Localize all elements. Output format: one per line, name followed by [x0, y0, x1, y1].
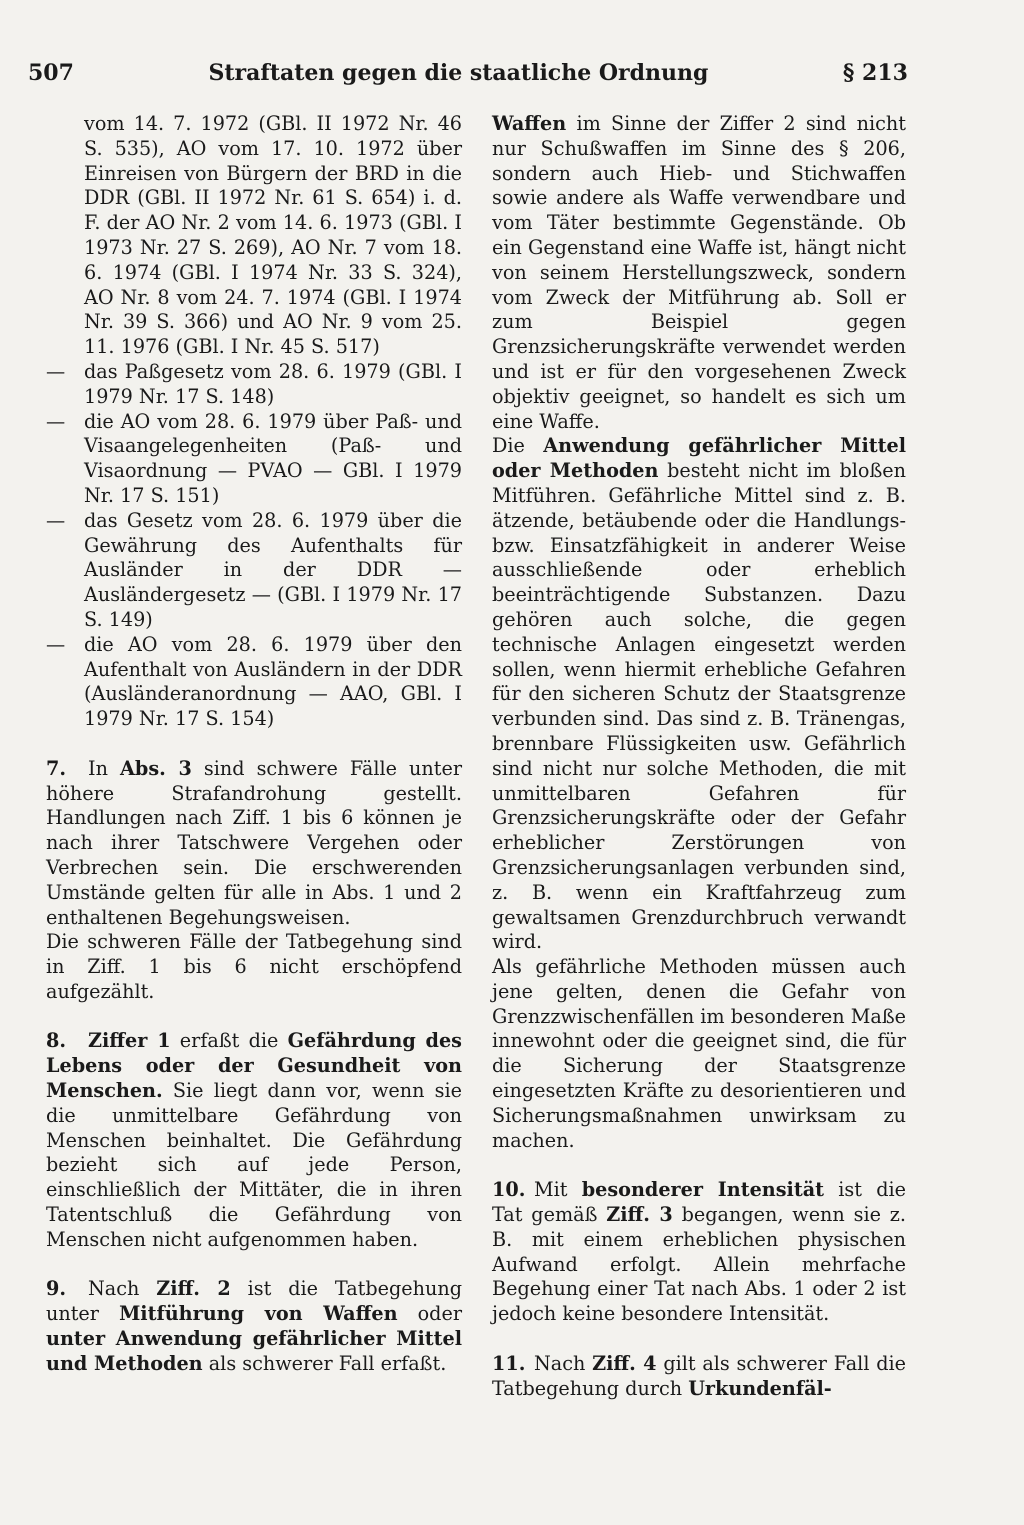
paragraph-7: 7. In Abs. 3 sind schwere Fälle unter höhere Strafandrohung gestellt. Handlungen nach Ziff. 1 bis 6 können je nach ihrer Tatschwere Vergehen oder Verbrechen sein. Die erschwerenden Umstände gelten für alle in Abs. 1 und 2 enthaltenen Begehungsweisen.	[46, 756, 462, 929]
paragraph-8: 8. Ziffer 1 erfaßt die Gefährdung des Lebens oder der Gesundheit von Menschen. Sie liegt dann vor, wenn sie die unmittelbare Gefährdung von Menschen beinhaltet. Die Gefährdung bezieht sich auf jede Person, einschließlich der Mittäter, die in ihren Tatentschluß die Gefährdung von Menschen nicht aufgenommen haben.	[46, 1029, 462, 1251]
right-column	[492, 112, 906, 1401]
paragraph-waffen: Waffen im Sinne der Ziffer 2 sind nicht nur Schußwaffen im Sinne des § 206, sondern auch Hieb- und Stichwaffen sowie andere als Waffe verwendbare und vom Täter bestimmte Gegenstände. Ob ein Gegenstand eine Waffe ist, hängt nicht von seinem Herstellungszweck, sondern vom Zweck der Mitführung ab. Soll er zum Beispiel gegen Grenzsicherungskräfte verwendet werden und ist er für den vorgesehenen Zweck objektiv geeignet, so handelt es sich um eine Waffe.	[492, 112, 906, 433]
list-item: — das Paßgesetz vom 28. 6. 1979 (GBl. I 1979 Nr. 17 S. 148)	[46, 359, 462, 408]
paragraph-methoden: Als gefährliche Methoden müssen auch jene gelten, denen die Gefahr von Grenzzwischenfällen im besonderen Maße innewohnt oder die geeignet sind, die für die Sicherung der Staatsgrenze eingesetzten Kräfte zu desorientieren und Sicherungsmaßnahmen unwirksam zu machen.	[492, 955, 906, 1152]
running-header	[28, 60, 908, 86]
paragraph-anwendung: Die Anwendung gefährlicher Mittel oder Methoden besteht nicht im bloßen Mitführen. Gefährliche Mittel sind z. B. ätzende, betäubende oder die Handlungs- bzw. Einsatzfähigkeit in anderer Weise ausschließende oder erheblich beeinträchtigende Substanzen. Dazu gehören auch solche, die gegen technische Anlagen eingesetzt werden sollen, wenn hiermit erhebliche Gefahren für den sicheren Schutz der Staatsgrenze verbunden sind. Das sind z. B. Tränengas, brennbare Flüssigkeiten usw. Gefährlich sind nicht nur solche Methoden, die mit unmittelbaren Gefahren für Grenzsicherungskräfte oder der Gefahr erheblicher Zerstörungen von Grenzsicherungsanlagen verbunden sind, z. B. wenn ein Kraftfahrzeug zum gewaltsamen Grenzdurchbruch verwandt wird.	[492, 434, 907, 954]
left-column	[46, 112, 462, 1377]
list-item: — das Gesetz vom 28. 6. 1979 über die Gewährung des Aufenthalts für Ausländer in der DDR — Ausländergesetz — (GBl. I 1979 Nr. 17 S. 149)	[46, 508, 462, 631]
paragraph-9: 9. Nach Ziff. 2 ist die Tatbegehung unter Mitführung von Waffen oder unter Anwendung gefährlicher Mittel und Methoden als schwerer Fall erfaßt.	[46, 1277, 462, 1375]
section-number: § 213	[842, 60, 908, 86]
page-number: 507	[28, 60, 74, 86]
list-item: — die AO vom 28. 6. 1979 über Paß- und Visaangelegenheiten (Paß- und Visaordnung — PVAO — GBl. I 1979 Nr. 17 S. 151)	[46, 409, 462, 507]
list-item: — die AO vom 28. 6. 1979 über den Aufenthalt von Ausländern in der DDR (Ausländeranordnung — AAO, GBl. I 1979 Nr. 17 S. 154)	[46, 632, 462, 731]
paragraph-11: 11. Nach Ziff. 4 gilt als schwerer Fall die Tatbegehung durch Urkundenfäl-	[492, 1351, 906, 1400]
paragraph-10: 10. Mit besonderer Intensität ist die Tat gemäß Ziff. 3 begangen, wenn sie z. B. mit einem erheblichen physischen Aufwand erfolgt. Allein mehrfache Begehung einer Tat nach Abs. 1 oder 2 ist jedoch keine besondere Intensität.	[492, 1178, 907, 1326]
continued-citation: vom 14. 7. 1972 (GBl. II 1972 Nr. 46 S. 535), AO vom 17. 10. 1972 über Einreisen von Bürgern der BRD in die DDR (GBl. II 1972 Nr. 61 S. 654) i. d. F. der AO Nr. 2 vom 14. 6. 1973 (GBl. I 1973 Nr. 27 S. 269), AO Nr. 7 vom 18. 6. 1974 (GBl. I 1974 Nr. 33 S. 324), AO Nr. 8 vom 24. 7. 1974 (GBl. I 1974 Nr. 39 S. 366) und AO Nr. 9 vom 25. 11. 1976 (GBl. I Nr. 45 S. 517)	[84, 112, 462, 359]
chapter-title: Straftaten gegen die staatliche Ordnung	[208, 60, 709, 86]
paragraph-7-cont: Die schweren Fälle der Tatbegehung sind in Ziff. 1 bis 6 nicht erschöpfend aufgezählt.	[46, 930, 462, 1003]
